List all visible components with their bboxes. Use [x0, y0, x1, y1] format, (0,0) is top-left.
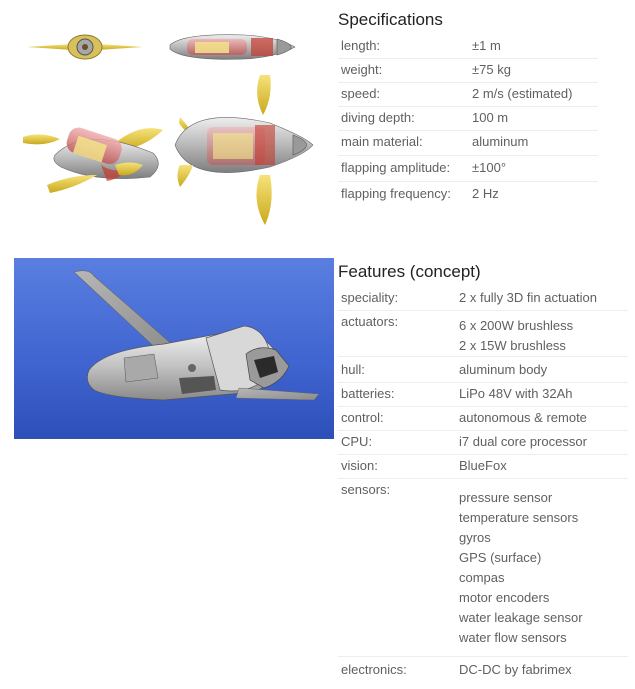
- spec-label: length:: [341, 38, 381, 53]
- perspective-view: [23, 125, 163, 193]
- spec-label: speed:: [341, 86, 381, 101]
- feature-label: batteries:: [341, 386, 395, 401]
- spec-value: ±100°: [472, 160, 507, 175]
- spec-value: 2 m/s (estimated): [472, 86, 573, 101]
- robot-views-illustration: [15, 25, 330, 235]
- spec-label: flapping amplitude:: [341, 160, 451, 175]
- feature-value: autonomous & remote: [459, 410, 587, 425]
- spec-value: 2 Hz: [472, 186, 499, 201]
- feature-value: compas: [459, 570, 505, 585]
- feature-value: 2 x 15W brushless: [459, 338, 566, 353]
- feature-label: electronics:: [341, 662, 407, 677]
- feature-value: BlueFox: [459, 458, 507, 473]
- feature-label: sensors:: [341, 482, 391, 497]
- feature-label: vision:: [341, 458, 378, 473]
- robot-views-image: [15, 25, 330, 235]
- side-view: [170, 35, 295, 60]
- feature-value: water flow sensors: [459, 630, 567, 645]
- feature-label: actuators:: [341, 314, 399, 329]
- spec-label: main material:: [341, 134, 423, 149]
- spec-label: weight:: [341, 62, 383, 77]
- specifications-title: Specifications: [338, 10, 443, 29]
- feature-label: CPU:: [341, 434, 373, 449]
- spec-label: flapping frequency:: [341, 186, 451, 201]
- feature-value: LiPo 48V with 32Ah: [459, 386, 573, 401]
- feature-value: motor encoders: [459, 590, 550, 605]
- front-view: [27, 35, 143, 59]
- spec-value: aluminum: [472, 134, 529, 149]
- feature-value: 2 x fully 3D fin actuation: [459, 290, 598, 305]
- feature-label: hull:: [341, 362, 365, 377]
- spec-value: ±1 m: [472, 38, 501, 53]
- feature-value: DC-DC by fabrimex: [459, 662, 572, 677]
- robot-render-illustration: [14, 258, 334, 439]
- spec-label: diving depth:: [341, 110, 415, 125]
- features-title: Features (concept): [338, 262, 481, 281]
- feature-value: gyros: [459, 530, 491, 545]
- spec-value: 100 m: [472, 110, 509, 125]
- top-view: [175, 75, 313, 225]
- feature-value: 6 x 200W brushless: [459, 318, 574, 333]
- feature-value: i7 dual core processor: [459, 434, 587, 449]
- spec-value: ±75 kg: [472, 62, 511, 77]
- robot-render-image: [14, 258, 334, 439]
- feature-value: aluminum body: [459, 362, 548, 377]
- feature-value: GPS (surface): [459, 550, 542, 565]
- feature-value: pressure sensor: [459, 490, 553, 505]
- feature-label: speciality:: [341, 290, 399, 305]
- feature-value: temperature sensors: [459, 510, 579, 525]
- feature-label: control:: [341, 410, 384, 425]
- feature-value: water leakage sensor: [459, 610, 583, 625]
